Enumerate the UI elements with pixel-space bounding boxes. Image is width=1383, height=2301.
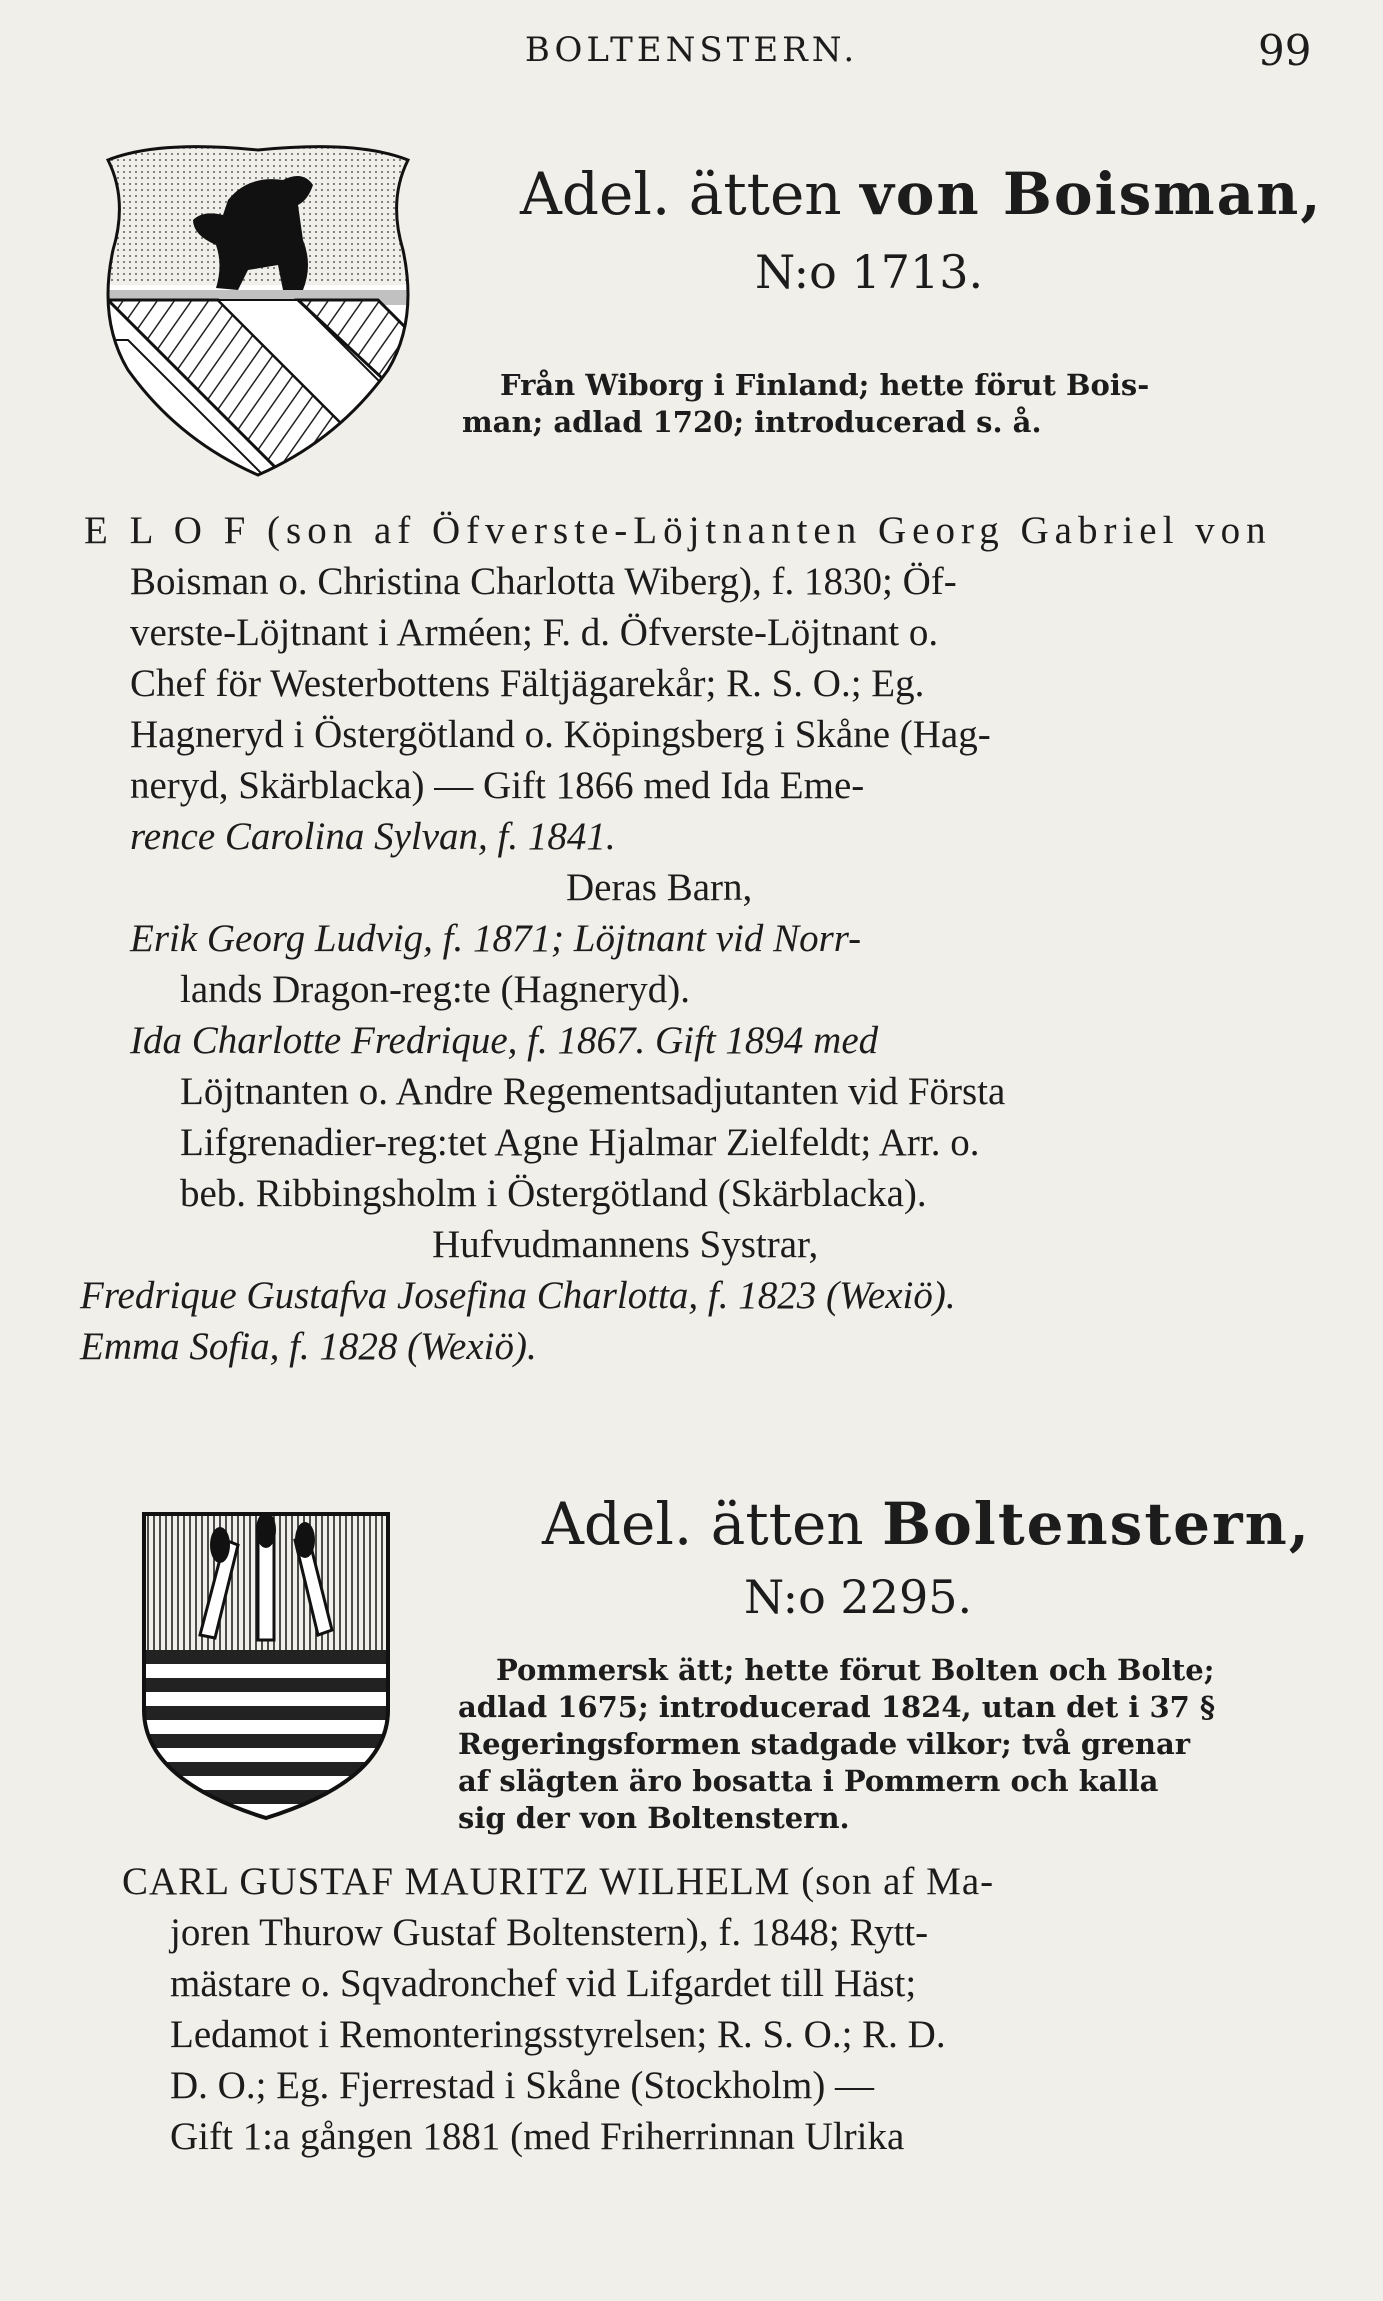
family2-line: D. O.; Eg. Fjerrestad i Skåne (Stockholm) — bbox=[170, 2064, 875, 2107]
family1-line: Boisman o. Christina Charlotta Wiberg), f. 1830; Öf- bbox=[130, 560, 957, 603]
family1-line: Fredrique Gustafva Josefina Charlotta, f. 1823 (Wexiö). bbox=[80, 1274, 956, 1317]
family1-line: rence Carolina Sylvan, f. 1841. bbox=[130, 815, 616, 858]
family1-line: neryd, Skärblacka) — Gift 1866 med Ida Eme- bbox=[130, 764, 865, 807]
family2-intro-5: sig der von Boltenstern. bbox=[458, 1801, 850, 1835]
family1-title-name: von Boisman, bbox=[860, 160, 1323, 228]
family2-intro-4: af slägten äro bosatta i Pommern och kalla bbox=[458, 1764, 1159, 1798]
page-number: 99 bbox=[1258, 26, 1312, 75]
family1-line: Ida Charlotte Fredrique, f. 1867. Gift 1894 med bbox=[130, 1019, 879, 1062]
family1-line: beb. Ribbingsholm i Östergötland (Skärblacka). bbox=[180, 1172, 927, 1215]
family2-number: N:o 2295. bbox=[744, 1570, 973, 1624]
family1-intro-1: Från Wiborg i Finland; hette förut Bois- bbox=[500, 368, 1150, 402]
family1-line: Hagneryd i Östergötland o. Köpingsberg i Skåne (Hag- bbox=[130, 713, 991, 756]
family2-title bbox=[542, 1490, 1311, 1558]
running-head: BOLTENSTERN. bbox=[524, 30, 859, 70]
family1-line: Lifgrenadier-reg:tet Agne Hjalmar Zielfeldt; Arr. o. bbox=[180, 1121, 980, 1164]
boisman-coat-of-arms bbox=[98, 140, 418, 480]
family1-line: E L O F (son af Öfverste-Löjtnanten Georg Gabriel von bbox=[84, 509, 1272, 552]
family1-subheading: Hufvudmannens Systrar, bbox=[432, 1223, 819, 1266]
family1-intro-2: man; adlad 1720; introducerad s. å. bbox=[462, 405, 1042, 439]
family2-title-name: Boltenstern, bbox=[882, 1490, 1311, 1558]
family1-number: N:o 1713. bbox=[755, 245, 984, 299]
family2-intro-2: adlad 1675; introducerad 1824, utan det i 37 § bbox=[458, 1690, 1216, 1724]
family2-line: CARL GUSTAF MAURITZ WILHELM (son af Ma- bbox=[122, 1860, 995, 1903]
family2-line: Gift 1:a gången 1881 (med Friherrinnan Ulrika bbox=[170, 2115, 905, 2158]
family1-line: Chef för Westerbottens Fältjägarekår; R. S. O.; Eg. bbox=[130, 662, 925, 705]
family1-subheading: Deras Barn, bbox=[566, 866, 753, 909]
family2-intro-3: Regeringsformen stadgade vilkor; två grenar bbox=[458, 1727, 1191, 1761]
family2-intro-1: Pommersk ätt; hette förut Bolten och Bolte; bbox=[496, 1653, 1215, 1687]
boltenstern-coat-of-arms bbox=[140, 1510, 392, 1822]
family1-line: Emma Sofia, f. 1828 (Wexiö). bbox=[80, 1325, 537, 1368]
family1-line: lands Dragon-reg:te (Hagneryd). bbox=[180, 968, 691, 1011]
family1-line: verste-Löjtnant i Arméen; F. d. Öfverste-Löjtnant o. bbox=[130, 611, 939, 654]
family1-title-prefix: Adel. ätten bbox=[520, 160, 842, 228]
family2-line: Ledamot i Remonteringsstyrelsen; R. S. O.; R. D. bbox=[170, 2013, 946, 2056]
family1-line: Erik Georg Ludvig, f. 1871; Löjtnant vid Norr- bbox=[130, 917, 862, 960]
family2-line: joren Thurow Gustaf Boltenstern), f. 1848; Rytt- bbox=[170, 1911, 929, 1954]
family2-title-prefix: Adel. ätten bbox=[542, 1490, 864, 1558]
family2-line: mästare o. Sqvadronchef vid Lifgardet till Häst; bbox=[170, 1962, 917, 2005]
family1-title bbox=[520, 160, 1323, 228]
family1-line: Löjtnanten o. Andre Regementsadjutanten vid Första bbox=[180, 1070, 1006, 1113]
